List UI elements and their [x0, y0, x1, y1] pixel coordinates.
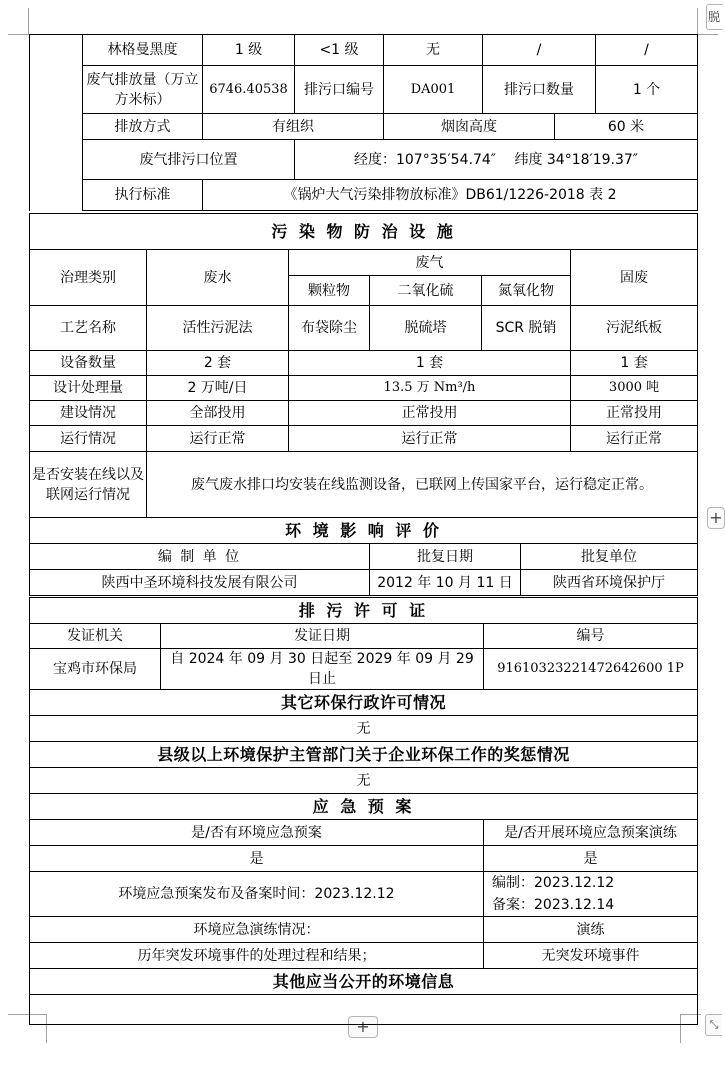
- permit-date-value: 自 2024 年 09 月 30 日起至 2029 年 09 月 29 日止: [161, 649, 484, 690]
- eia-title: 环 境 影 响 评 价: [30, 518, 698, 544]
- indent-cell: [30, 114, 83, 140]
- history-label: 历年突发环境事件的处理过程和结果；: [30, 943, 484, 969]
- side-panel-tab[interactable]: 脱: [706, 4, 723, 30]
- eia-date-label: 批复日期: [370, 544, 521, 570]
- process-so2: 脱硫塔: [370, 306, 482, 351]
- indent-cell: [30, 140, 83, 180]
- emission-method-value: 有组织: [203, 114, 384, 140]
- emission-method-label: 排放方式: [83, 114, 203, 140]
- other-permit-value: 无: [30, 716, 698, 742]
- other-info-title: 其他应当公开的环境信息: [30, 969, 698, 995]
- ringelmann-label: 林格曼黑度: [83, 35, 203, 66]
- stack-height-value: 60 米: [555, 114, 698, 140]
- indent-cell: [30, 35, 83, 66]
- permit-table: [29, 597, 698, 1025]
- ringelmann-value-1: 1 级: [203, 35, 295, 66]
- eia-date-value: 2012 年 10 月 11 日: [370, 570, 521, 596]
- permit-issuer-value: 宝鸡市环保局: [30, 649, 161, 690]
- permit-number-value: 91610323221472642600 1P: [484, 649, 698, 690]
- build-label: 建设情况: [30, 401, 147, 426]
- history-value: 无突发环境事件: [484, 943, 698, 969]
- process-particulate: 布袋除尘: [289, 306, 370, 351]
- permit-number-label: 编号: [484, 624, 698, 649]
- outlet-count-label: 排污口数量: [483, 66, 596, 114]
- build-water: 全部投用: [147, 401, 289, 426]
- has-plan-label: 是/否有环境应急预案: [30, 820, 484, 846]
- run-water: 运行正常: [147, 426, 289, 452]
- count-gas: 1 套: [289, 351, 571, 376]
- awards-value: 无: [30, 768, 698, 794]
- online-label: 是否安装在线以及联网运行情况: [30, 452, 147, 518]
- eia-approver-value: 陕西省环境保护厅: [521, 570, 698, 596]
- has-plan-value: 是: [30, 846, 484, 872]
- permit-title: 排 污 许 可 证: [30, 598, 698, 624]
- gas-nox: 氮氧化物: [482, 276, 571, 306]
- type-label: 治理类别: [30, 250, 147, 306]
- ringelmann-value-2: <1 级: [295, 35, 384, 66]
- type-gas: 废气: [289, 250, 571, 276]
- gas-so2: 二氧化硫: [370, 276, 482, 306]
- count-water: 2 套: [147, 351, 289, 376]
- other-info-value: [30, 995, 698, 1025]
- run-gas: 运行正常: [289, 426, 571, 452]
- emergency-title: 应 急 预 案: [30, 794, 698, 820]
- has-drill-label: 是/否开展环境应急预案演练: [484, 820, 698, 846]
- gas-particulate: 颗粒物: [289, 276, 370, 306]
- filing-dates: [484, 872, 698, 917]
- standard-value: 《锅炉大气污染排物放标准》DB61/1226-2018 表 2: [203, 180, 698, 211]
- indent-cell: [30, 66, 83, 114]
- stack-height-label: 烟囱高度: [384, 114, 555, 140]
- indent-cell: [30, 180, 83, 211]
- capacity-gas: 13.5 万 Nm³/h: [289, 376, 571, 401]
- add-row-button[interactable]: +: [348, 1016, 378, 1038]
- capacity-water: 2 万吨/日: [147, 376, 289, 401]
- eia-unit-label: 编 制 单 位: [30, 544, 370, 570]
- filed-date: 备案：2023.12.14: [492, 897, 615, 913]
- outlet-count-value: 1 个: [596, 66, 698, 114]
- outlet-number-value: DA001: [384, 66, 483, 114]
- type-solid: 固废: [571, 250, 698, 306]
- eia-unit-value: 陕西中圣环境科技发展有限公司: [30, 570, 370, 596]
- process-nox: SCR 脱销: [482, 306, 571, 351]
- outlet-position-label: 废气排污口位置: [83, 140, 295, 180]
- process-water: 活性污泥法: [147, 306, 289, 351]
- facilities-table: [29, 213, 698, 596]
- filing-time-label: 环境应急预案发布及备案时间：2023.12.12: [30, 872, 484, 917]
- online-value: 废气废水排口均安装在线监测设备，已联网上传国家平台，运行稳定正常。: [147, 452, 698, 518]
- ringelmann-value-5: /: [596, 35, 698, 66]
- outlet-position-value: 经度：107°35′54.74″ 纬度 34°18′19.37″: [295, 140, 698, 180]
- awards-title: 县级以上环境保护主管部门关于企业环保工作的奖惩情况: [30, 742, 698, 768]
- permit-date-label: 发证日期: [161, 624, 484, 649]
- add-column-button[interactable]: +: [707, 507, 725, 529]
- emission-label: 废气排放量（万立方米标）: [83, 66, 203, 114]
- facilities-title: 污 染 物 防 治 设 施: [30, 214, 698, 250]
- run-solid: 运行正常: [571, 426, 698, 452]
- has-drill-value: 是: [484, 846, 698, 872]
- permit-issuer-label: 发证机关: [30, 624, 161, 649]
- emission-value: 6746.40538: [203, 66, 295, 114]
- count-solid: 1 套: [571, 351, 698, 376]
- table-resize-icon[interactable]: ⤡: [705, 1014, 722, 1036]
- outlet-number-label: 排污口编号: [295, 66, 384, 114]
- crop-mark-top-left: [8, 8, 29, 35]
- other-permit-title: 其它环保行政许可情况: [30, 690, 698, 716]
- ringelmann-value-3: 无: [384, 35, 483, 66]
- drill-label: 环境应急演练情况：: [30, 917, 484, 943]
- capacity-label: 设计处理量: [30, 376, 147, 401]
- build-solid: 正常投用: [571, 401, 698, 426]
- eia-approver-label: 批复单位: [521, 544, 698, 570]
- air-emission-table: [29, 34, 698, 211]
- process-solid: 污泥纸板: [571, 306, 698, 351]
- ringelmann-value-4: /: [483, 35, 596, 66]
- build-gas: 正常投用: [289, 401, 571, 426]
- count-label: 设备数量: [30, 351, 147, 376]
- process-label: 工艺名称: [30, 306, 147, 351]
- standard-label: 执行标准: [83, 180, 203, 211]
- capacity-solid: 3000 吨: [571, 376, 698, 401]
- drill-value: 演练: [484, 917, 698, 943]
- type-water: 废水: [147, 250, 289, 306]
- run-label: 运行情况: [30, 426, 147, 452]
- compiled-date: 编制：2023.12.12: [492, 875, 615, 891]
